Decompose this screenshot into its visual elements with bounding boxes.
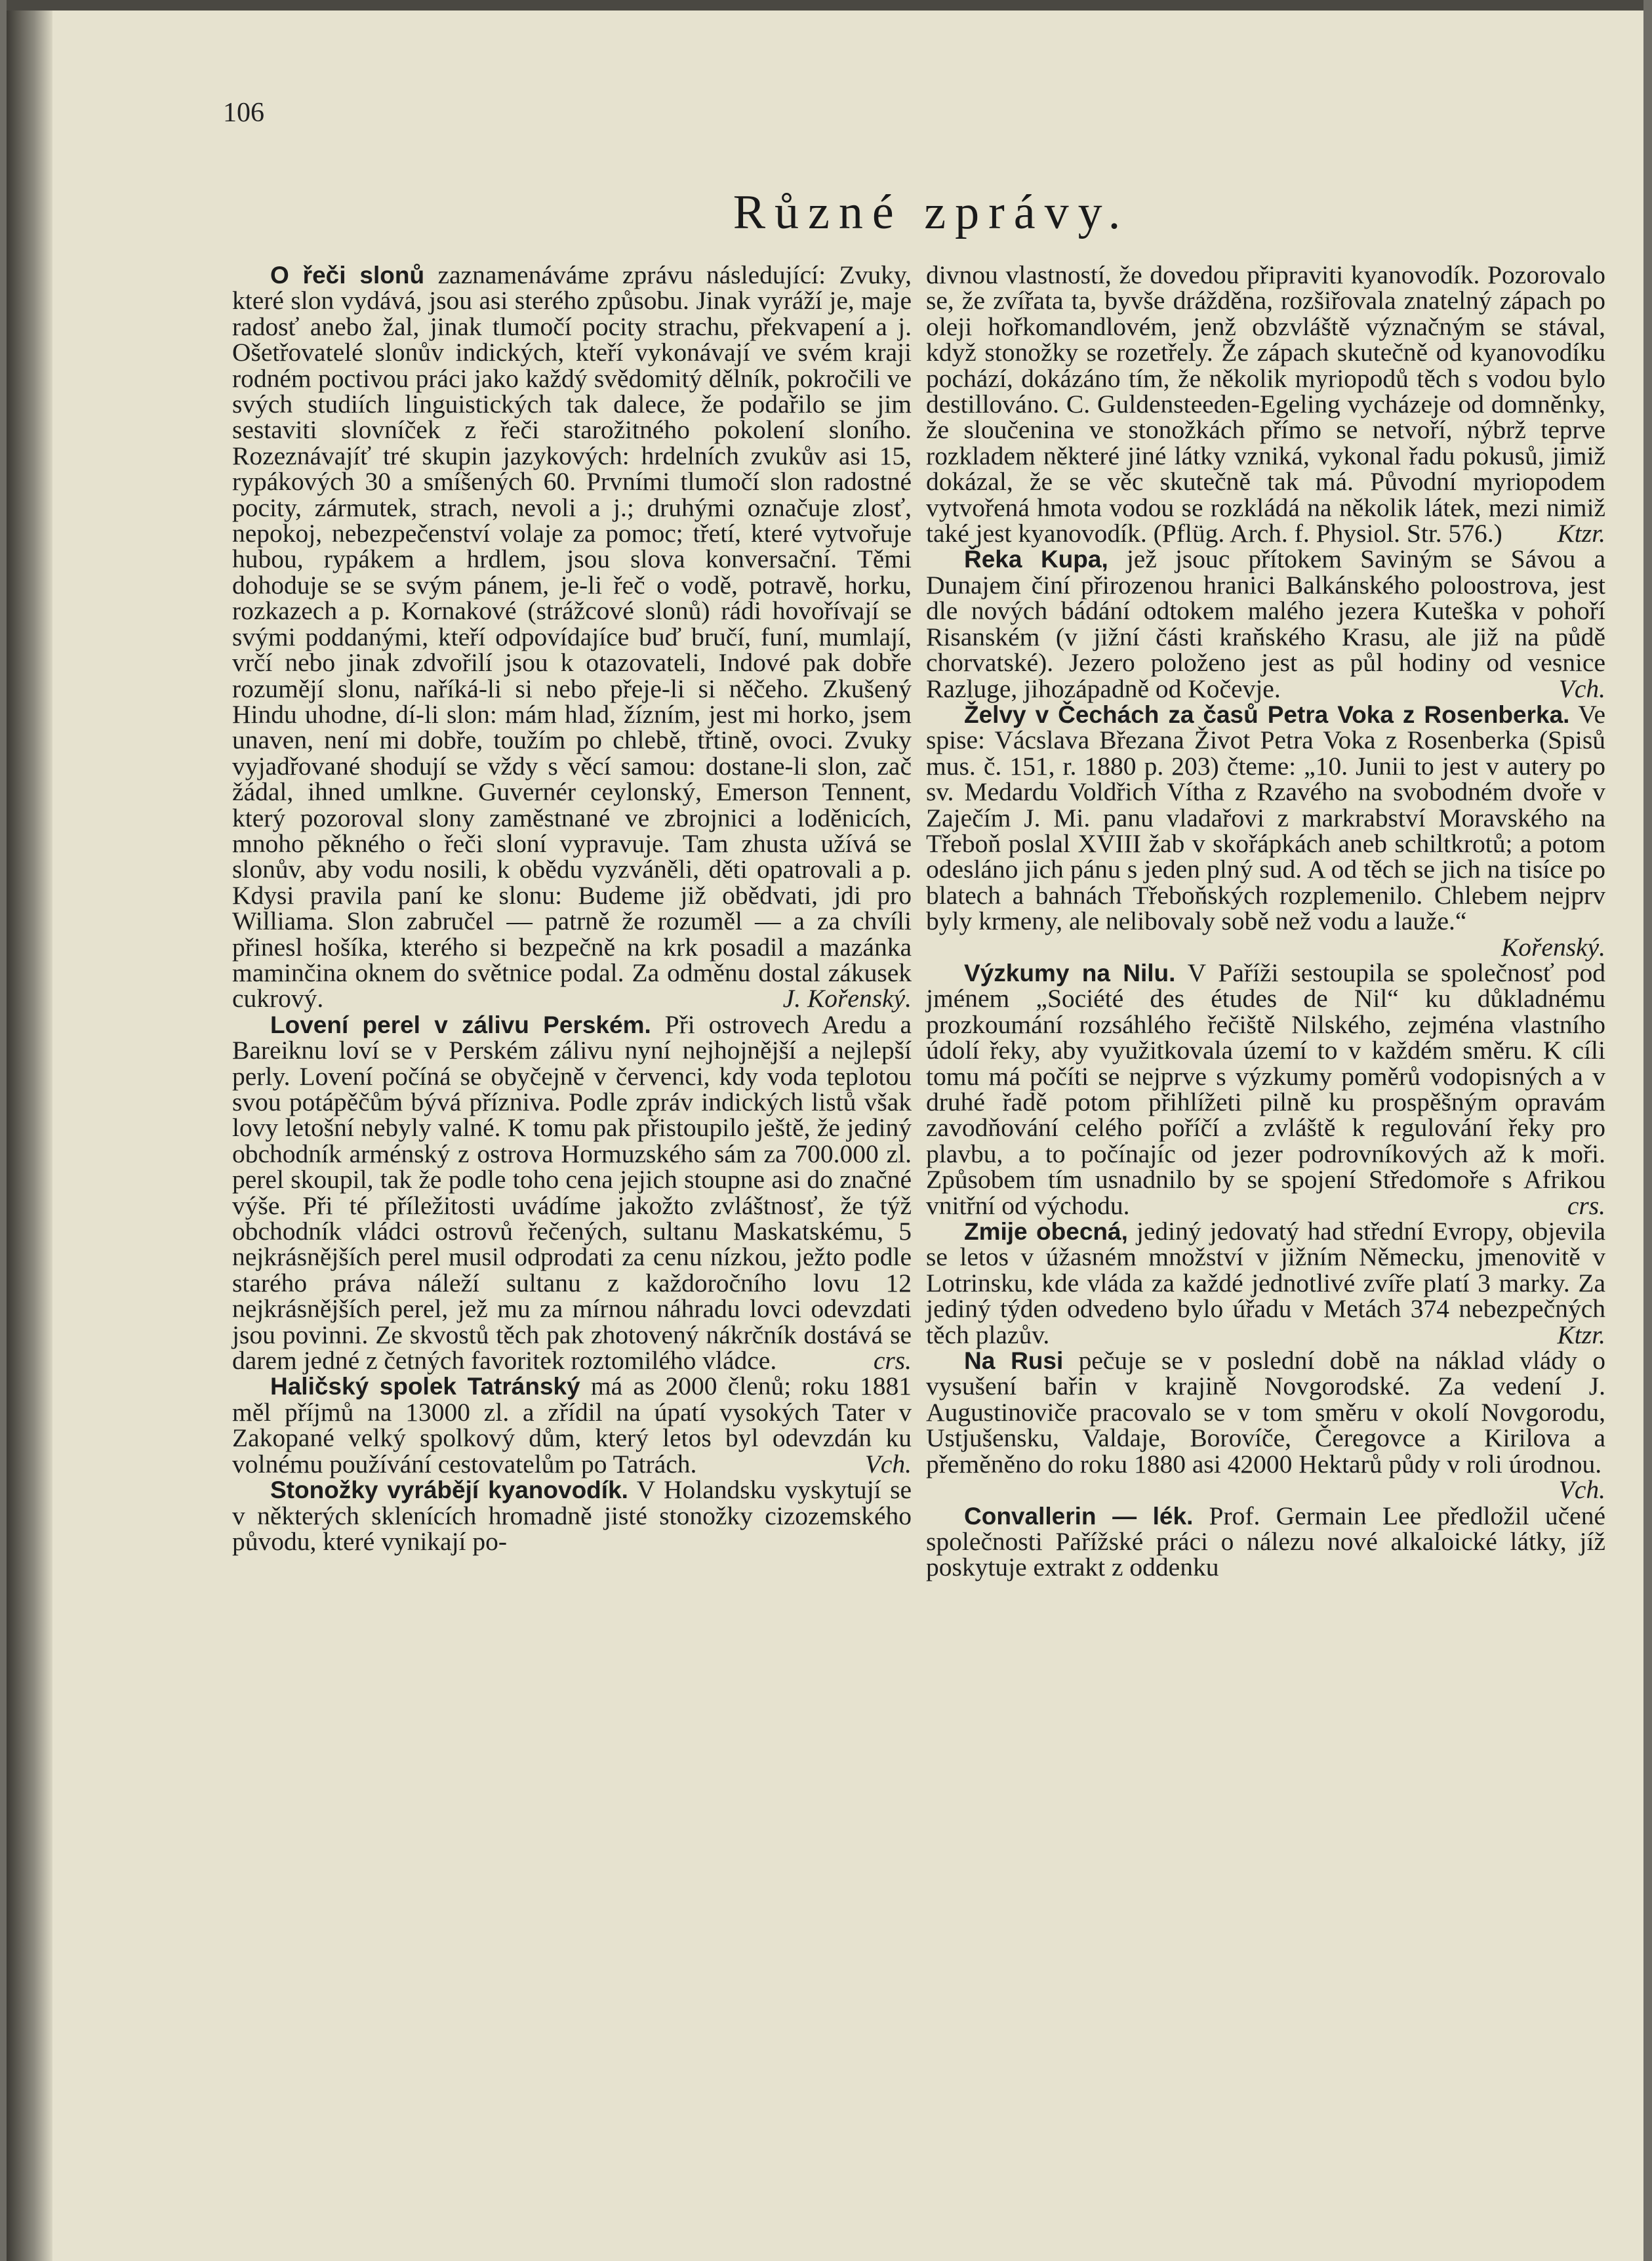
article-text: divnou vlastností, že dovedou připraviti kyanovodík. Pozorovalo se, že zvířata ta, byvše drážděna, rozšiřovala znatelný zápach po oleji hořkomandlovém, jenž obzvláště význačným se stával, když stonožky se rozetřely. Že zápach skutečně od kyanovodíku pochází, dokázáno tím, že několik myriopodů těch s vodou bylo destillováno. C. Guldensteeden-Egeling vycházeje od domněnky, že sloučenina ve stonožkách přímo se netvoří, nýbrž teprve rozkladem některé jiné látky vzniká, vykonal řadu pokusů, jimiž dokázal, že se věc skutečně tak má. Původní myriopodem vytvořená hmota vodou se rozkládá na několik látek, mezi nimiž také jest kyanovodík. (Pflüg. Arch. f. Physiol. Str. 576.) — [926, 260, 1605, 548]
page-top-edge — [7, 0, 1643, 10]
article-paragraph — [926, 960, 1605, 1219]
article-paragraph — [926, 1503, 1605, 1581]
article-paragraph — [926, 1219, 1605, 1348]
article-heading: Lovení perel v zálivu Perském. — [270, 1011, 651, 1038]
author-signature: Kořenský. — [1501, 932, 1605, 962]
left-column — [232, 262, 912, 1555]
author-signature: Ktzr. — [1557, 519, 1605, 548]
article-paragraph — [232, 262, 912, 1012]
article-heading: Stonožky vyrábějí kyanovodík. — [270, 1477, 628, 1504]
article-heading: Řeka Kupa, — [964, 546, 1108, 573]
author-signature: Ktzr. — [1557, 1320, 1605, 1349]
article-text: zaznamenáváme zprávu následující: Zvuky, které slon vydává, jsou asi sterého způsobu. Jinak vyráží je, maje radosť anebo žal, jinak tlumočí pocity strachu, překvapení a j. Ošetřovatelé slonův indických, kteří vykonávají ve svém kraji rodném poctivou práci jako každý svědomitý dělník, pokročili ve svých studiích linguistických tak dalece, že podařilo se jim sestaviti slovníček z řeči starožitného pokolení sloního. Rozeznávajíť tré skupin jazykových: hrdelních zvukův asi 15, rypákových 30 a smíšených 60. Prvními tlumočí slon radostné pocity, zármutek, strach, nevoli a j.; druhými označuje zlosť, nepokoj, nebezpečenství volaje za pomoc; třetí, které vytvořuje hubou, rypákem a hrdlem, jsou slova konversační. Těmi dohoduje se se svým pánem, je-li řeč o vodě, potravě, horku, rozkazech a p. Kornakové (strážcové slonů) rádi hovořívají se svými poddanými, kteří odpovídajíce buď bručí, funí, mumlají, vrčí nebo jinak zdvořilí jsou k otazovateli, Indové pak dobře rozumějí slonu, naříká-li si nebo přeje-li si něčeho. Zkušený Hindu uhodne, dí-li slon: mám hlad, žízním, jest mi horko, jsem unaven, není mi dobře, toužím po chlebě, třtině, ovoci. Zvuky vyjadřované shodují se vždy s věcí samou: dostane-li slon, zač žádal, ihned umlkne. Guvernér ceylonský, Emerson Tennent, který pozoroval slony zaměstnané ve zbrojnici a loděnicích, mnoho pěkného o řeči sloní vypravuje. Tam zhusta užívá se slonův, aby vodu nosili, k obědu vyzváněli, děti opatrovali a p. Kdysi pravila paní ke slonu: Budeme již obědvati, jdi pro Williama. Slon zabručel — patrně že rozuměl — a za chvíli přinesl hošíka, kterého si bezpečně na krk posadil a mazánka maminčina oknem do světnice podal. Za odměnu dostal zákusek cukrový. — [232, 260, 912, 1013]
article-text: V Paříži sestoupila se společnosť pod jménem „Société des études de Nil“ ku důkladnému prozkoumání rozsáhlého řečiště Nilského, zejména vlastního údolí řeky, aby využitkovala území to v každém směru. K cíli tomu má počíti se nejprve s výzkumy poměrů vodopisných a v druhé řadě potom přihlížeti pilně ku prospěšným opravám zavodňování celého poříčí a zvláště k regulování řeky pro plavbu, a to počínajíc od jezer podrovníkových až k moři. Způsobem tím usnadnilo by se spojení Středomoře s Afrikou vnitřní od východu. — [926, 958, 1606, 1220]
author-signature: crs. — [1567, 1191, 1605, 1220]
article-heading: O řeči slonů — [270, 262, 425, 289]
article-paragraph — [926, 699, 1605, 962]
article-text: pečuje se v poslední době na náklad vlády o vysušení bařin v krajině Novgorodské. Za vedení J. Augustinoviče pracovalo se v tom směru v okolí Novgorodu, Ustjušensku, Valdaje, Borovíče, Čeregovce a Kirilova a přeměněno do roku 1880 asi 42000 Hektarů půdy v roli úrodnou. — [926, 1346, 1605, 1478]
page-number: 106 — [223, 98, 264, 128]
author-signature: crs. — [873, 1346, 912, 1375]
author-signature: Vch. — [864, 1449, 912, 1478]
article-text: Prof. Germain Lee předložil učené společnosti Pařížské práci o nálezu nové alkaloické látky, jíž poskytuje extrakt z oddenku — [926, 1501, 1605, 1582]
author-signature: J. Kořenský. — [782, 984, 912, 1013]
author-signature: Vch. — [1558, 674, 1605, 703]
article-paragraph — [232, 1374, 912, 1477]
section-title: Různé zprávy. — [733, 186, 1130, 239]
article-paragraph — [926, 546, 1605, 701]
binding-shadow — [7, 0, 52, 2261]
right-column — [926, 262, 1605, 1581]
article-paragraph — [926, 262, 1605, 546]
journal-page — [7, 0, 1643, 2261]
author-signature: Vch. — [1558, 1475, 1605, 1505]
article-heading: Convallerin — lék. — [964, 1502, 1194, 1530]
article-text: má as 2000 členů; roku 1881 měl příjmů na 13000 zl. a zřídil na úpatí vysokých Tater v Zakopané velký spolkový dům, který letos byl odevzdán ku volnému používání cestovatelům po Tatrách. — [232, 1372, 912, 1478]
article-text: jež jsouc přítokem Saviným se Sávou a Dunajem činí přirozenou hranici Balkánského poloostrova, jest dle nových bádání odtokem malého jezera Kuteška v pohoří Risanském (v jižní části kraňského Krasu, ale již na půdě chorvatské). Jezero položeno jest as půl hodiny od vesnice Razluge, jihozápadně od Kočevje. — [926, 544, 1605, 703]
article-text: V Holandsku vyskytují se v některých sklenících hromadně jisté stonožky cizozemského původu, které vynikají po- — [232, 1475, 912, 1556]
article-paragraph — [926, 1348, 1605, 1503]
article-paragraph — [232, 1009, 912, 1375]
article-heading: Haličský spolek Tatránský — [270, 1373, 580, 1400]
article-heading: Výzkumy na Nilu. — [964, 959, 1176, 987]
article-text: Při ostrovech Aredu a Bareiknu loví se v Perském zálivu nyní nejhojnější a nejlepší perly. Lovení počíná se obyčejně v červenci, kdy voda teplotou svou potápěčům bývá přízniva. Podle zpráv indických listů však lovy letošní nebyly valné. K tomu pak přistoupilo ještě, že jediný obchodník arménský z ostrova Hormuzského sám za 700.000 zl. perel skoupil, tak že podle toho cena jejich stoupne asi do značné výše. Při té příležitosti uvádíme jakožto zvláštnosť, že týž obchodník vládci ostrovů řečených, sultanu Maskatskému, 5 nejkrásnějších perel musil odprodati za cenu nízkou, ježto podle starého práva náleží sultanu z každoročního lovu 12 nejkrásnějších perel, jež mu za mírnou náhradu lovci odevzdati jsou povinni. Ze skvostů těch pak zhotovený nákrčník dostává se darem jedné z četných favoritek roztomilého vládce. — [232, 1009, 912, 1375]
article-paragraph — [232, 1477, 912, 1555]
article-text: Ve spise: Vácslava Březana Život Petra Voka z Rosenberka (Spisů mus. č. 151, r. 1880 p. 203) čteme: „10. Junii to jest v autery po sv. Medardu Voldřich Vítha z Rzavého na svobodném dvoře v Zaječím J. Mi. panu vladařovi z markrabství Moravského na Třeboň poslal XVIII žab v skořápkách aneb schiltkrotů; a potom odesláno jich pánu s jeden plný sud. A od těch se jich na tisíce po blatech a bahnách Třeboňských rozplemenilo. Chlebem nejprv byly krmeny, ale nelibovaly sobě než vodu a lauže.“ — [926, 699, 1605, 936]
article-heading: Želvy v Čechách za časů Petra Voka z Rosenberka. — [964, 701, 1570, 728]
article-heading: Na Rusi — [964, 1347, 1064, 1375]
article-heading: Zmije obecná, — [964, 1218, 1128, 1246]
article-text: jediný jedovatý had střední Evropy, objevila se letos v úžasném množství v jižním Německu, jmenovitě v Lotrinsku, kde vláda za každé jednotlivé zvíře platí 3 marky. Za jediný týden odvedeno bylo úřadu v Metách 374 nebezpečných těch plazův. — [926, 1217, 1605, 1349]
